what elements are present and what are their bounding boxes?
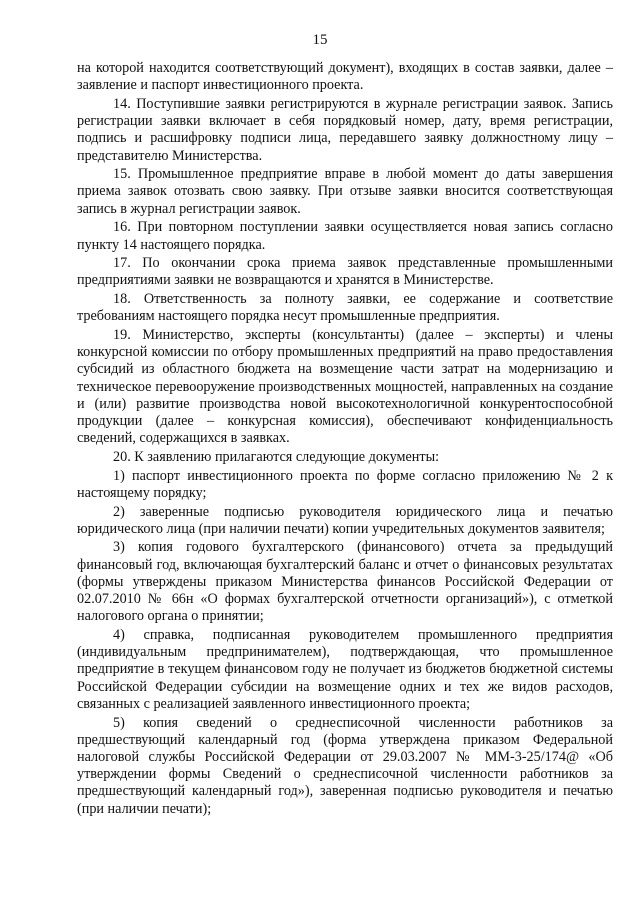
list-item-3: 3) копия годового бухгалтерского (финансового) отчета за предыдущий финансовый год, включающая бухгалтерский баланс и отчет о финансовых результатах (формы утверждены приказом Министерства финансов Российской Федерации от 02.07.2010 № 66н «О формах бухгалтерской отчетности организаций»), с отметкой налогового органа о принятии; xyxy=(77,539,613,625)
list-item-1: 1) паспорт инвестиционного проекта по форме согласно приложению № 2 к настоящему порядку; xyxy=(77,467,613,501)
list-item-2: 2) заверенные подписью руководителя юридического лица и печатью юридического лица (при наличии печати) копии учредительных документов заявителя; xyxy=(77,503,613,537)
paragraph-14: 14. Поступившие заявки регистрируются в журнале регистрации заявок. Запись регистрации заявки включает в себя порядковый номер, дату, время регистрации, подпись и расшифровку подписи лица, передавшего заявку должностному лицу – представителю Министерства. xyxy=(77,95,613,164)
paragraph-19: 19. Министерство, эксперты (консультанты) (далее – эксперты) и члены конкурсной комиссии по отбору промышленных предприятий на право предоставления субсидий из областного бюджета на возмещение части затрат на модернизацию и техническое перевооружение производственных мощностей, направленных на создание и (или) развитие производства новой высокотехнологичной конкурентоспособной продукции (далее – конкурсная комиссия), обеспечивают конфиденциальность сведений, содержащихся в заявках. xyxy=(77,327,613,447)
document-body xyxy=(77,60,613,819)
list-item-4: 4) справка, подписанная руководителем промышленного предприятия (индивидуальным предпринимателем), подтверждающая, что промышленное предприятие в текущем финансовом году не получает из бюджетов бюджетной системы Российской Федерации субсидии на возмещение одних и тех же видов расходов, связанных с реализацией заявленного инвестиционного проекта; xyxy=(77,627,613,712)
paragraph-15: 15. Промышленное предприятие вправе в любой момент до даты завершения приема заявок отозвать свою заявку. При отзыве заявки вносится соответствующая запись в журнал регистрации заявок. xyxy=(77,166,613,217)
paragraph-20: 20. К заявлению прилагаются следующие документы: xyxy=(113,448,440,465)
paragraph-16: 16. При повторном поступлении заявки осуществляется новая запись согласно пункту 14 настоящего порядка. xyxy=(77,219,613,253)
page-number: 15 xyxy=(312,32,328,48)
paragraph-18: 18. Ответственность за полноту заявки, ее содержание и соответствие требованиям настоящего порядка несут промышленные предприятия. xyxy=(77,291,613,325)
paragraph-continuation: на которой находится соответствующий документ), входящих в состав заявки, далее – заявление и паспорт инвестиционного проекта. xyxy=(77,60,613,94)
list-item-5: 5) копия сведений о среднесписочной численности работников за предшествующий календарный год (форма утверждена приказом Федеральной налоговой службы Российской Федерации от 29.03.2007 № ММ-3-25/174@ «Об утверждении формы Сведений о среднесписочной численности работников за предшествующий календарный год»), заверенная подписью руководителя и печатью (при наличии печати); xyxy=(77,714,613,817)
paragraph-17: 17. По окончании срока приема заявок представленные промышленными предприятиями заявки не возвращаются и хранятся в Министерстве. xyxy=(77,255,613,289)
